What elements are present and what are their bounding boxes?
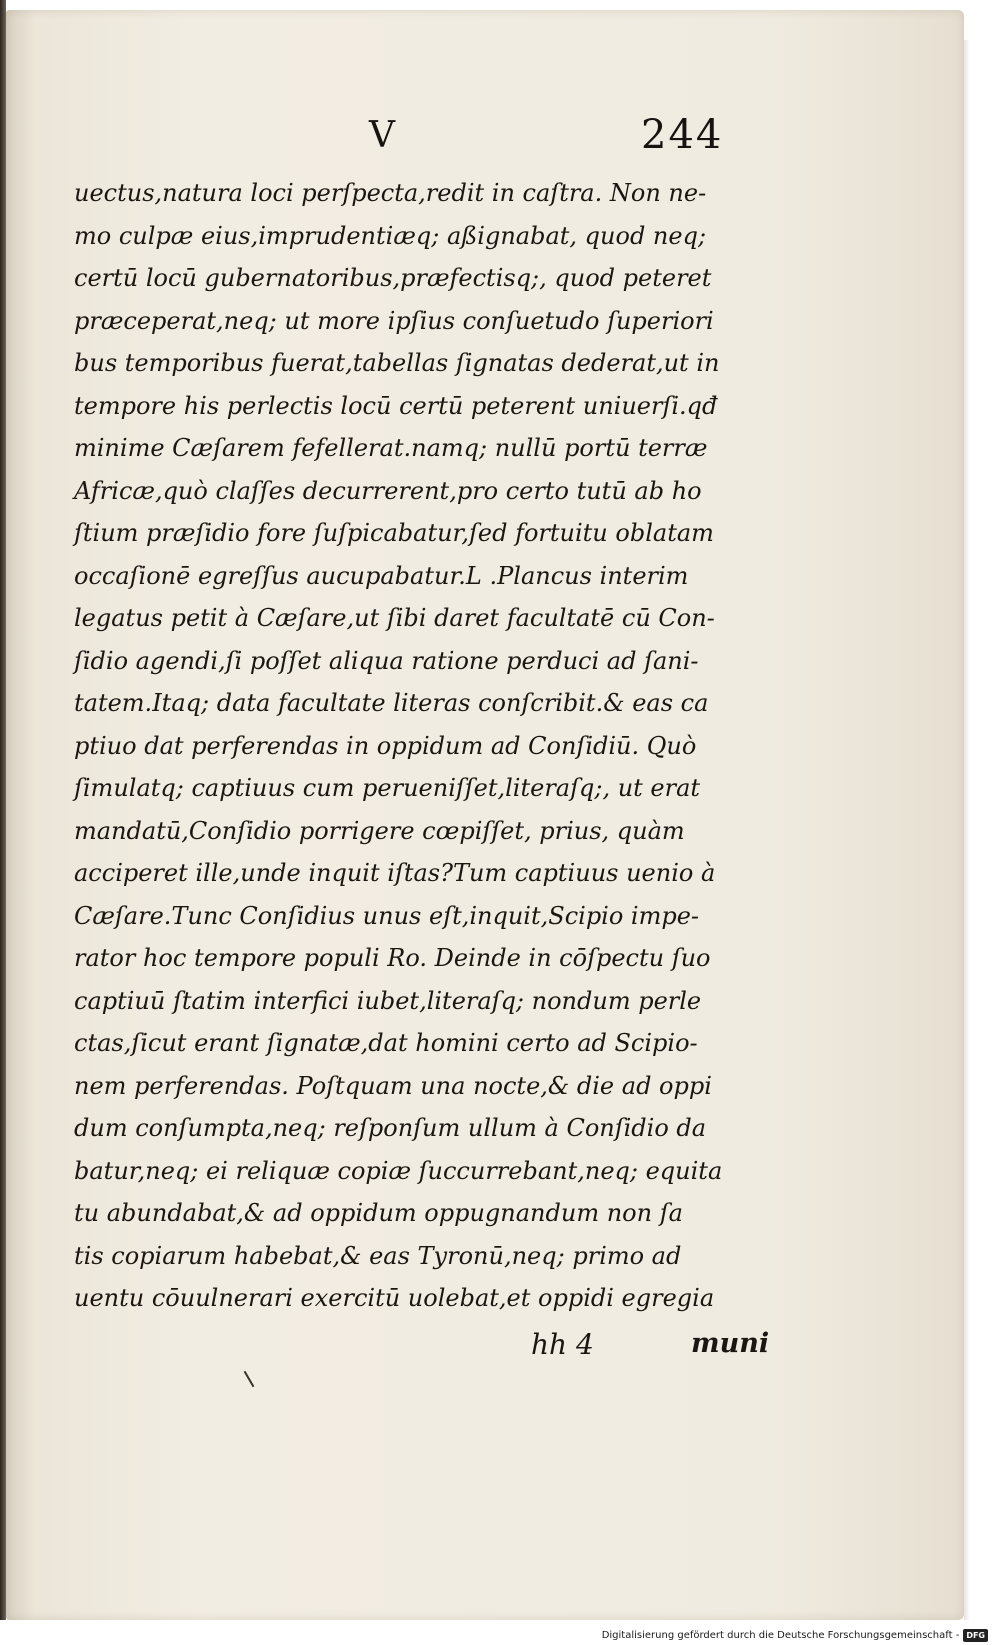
dfg-logo: DFG [963,1629,988,1642]
text-line: occaſionē egreſſus aucupabatur.L .Plancus interim [74,561,689,590]
text-line: nem perferendas. Poſtquam una nocte,& die ad oppi [74,1071,712,1100]
text-line: ctas,ſicut erant ſignatæ,dat homini certo ad Scipio- [74,1029,698,1057]
text-line: rator hoc tempore populi Ro. Deinde in cōſpectu ſuo [74,944,711,972]
text-line: ptiuo dat perferendas in oppidum ad Conſidiū. Quò [74,731,697,760]
text-line: uentu cōuulnerari exercitū uolebat,et oppidi egregia [74,1284,715,1312]
text-line: minime Cæſarem fefellerat.namq; nullū portū terræ [74,434,708,462]
text-line: ſtium præſidio fore ſuſpicabatur,ſed fortuitu oblatam [74,519,714,547]
text-line: ſimulatq; captiuus cum perueniſſet,literaſq;, ut erat [74,774,701,802]
text-line: tatem.Itaq; data facultate literas conſcribit.& eas ca [74,689,709,717]
page-fold-shadow [964,40,970,1620]
text-line: batur,neq; ei reliquæ copiæ ſuccurrebant,neq; equita [74,1156,723,1185]
running-head-letter: V [369,115,395,156]
text-line: tempore his perlectis locū certū peterent uniuerſi.qđ [74,391,718,420]
text-line: mandatū,Conſidio porrigere cœpiſſet, prius, quàm [74,816,685,845]
catchword: muni [691,1328,770,1359]
text-line: Africæ,quò claſſes decurrerent,pro certo tutū ab ho [74,476,702,505]
text-line: acciperet ille,unde inquit iſtas?Tum captiuus uenio à [74,859,716,887]
text-line: tu abundabat,& ad oppidum oppugnandum non ſa [74,1199,683,1227]
text-line: captiuū ſtatim interfici iubet,literaſq; nondum perle [74,986,702,1015]
funding-credit: Digitalisierung gefördert durch die Deutsche Forschungsgemeinschaft - [601,1629,960,1641]
text-line: Cæſare.Tunc Conſidius unus eſt,inquit,Scipio impe- [74,901,700,930]
text-line: uectus,natura loci perſpecta,redit in caſtra. Non ne- [74,179,707,207]
text-line: præceperat,neq; ut more ipſius conſuetudo ſuperiori [74,306,714,335]
attribution-bar [602,1627,988,1643]
text-line: legatus petit à Cæſare,ut ſibi daret facultatē cū Con- [74,604,715,632]
signature-mark: hh 4 [531,1328,594,1361]
page-number: 244 [641,112,724,158]
text-line: dum conſumpta,neq; reſponſum ullum à Conſidio da [74,1114,707,1142]
text-line: ſidio agendi,ſi poſſet aliqua ratione perduci ad ſani- [74,646,699,675]
page-header [66,100,766,160]
book-page [6,10,964,1620]
text-line: tis copiarum habebat,& eas Tyronū,neq; primo ad [74,1241,682,1270]
page-footer [66,1328,770,1378]
body-text [74,172,764,1320]
text-line: mo culpæ eius,imprudentiæq; aßignabat, quod neq; [74,221,707,250]
text-line: certū locū gubernatoribus,præfectisq;, quod peteret [74,264,712,292]
text-line: bus temporibus fuerat,tabellas ſignatas dederat,ut in [74,349,720,377]
